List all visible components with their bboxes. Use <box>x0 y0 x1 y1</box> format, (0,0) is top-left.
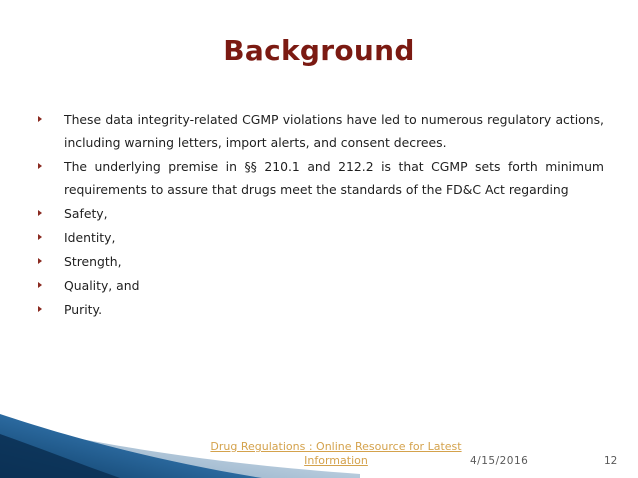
bullet-text: Purity. <box>64 302 103 317</box>
slide-title: Background <box>223 34 415 67</box>
footer-page-number: 12 <box>604 455 618 467</box>
bullet-text: The underlying premise in §§ 210.1 and 212.2 is that CGMP sets forth minimum requirements to assure that drugs meet the standards of the FD&C Act regarding <box>64 159 604 197</box>
bullet-text: Identity, <box>64 230 116 245</box>
bullet-arrow-icon <box>38 258 42 264</box>
bullet-item <box>38 274 604 297</box>
bullet-arrow-icon <box>38 210 42 216</box>
bullet-item <box>38 155 604 201</box>
footer-link[interactable]: Drug Regulations : Online Resource for Latest Information <box>210 440 462 467</box>
bullet-arrow-icon <box>38 116 42 122</box>
bullet-item <box>38 226 604 249</box>
bullet-arrow-icon <box>38 282 42 288</box>
bullet-list <box>38 108 604 322</box>
bullet-text: Strength, <box>64 254 122 269</box>
bullet-arrow-icon <box>38 234 42 240</box>
bullet-text: Quality, and <box>64 278 140 293</box>
bullet-text: Safety, <box>64 206 108 221</box>
bullet-item <box>38 298 604 321</box>
bullet-item <box>38 202 604 225</box>
bullet-arrow-icon <box>38 306 42 312</box>
bullet-arrow-icon <box>38 163 42 169</box>
bullet-item <box>38 250 604 273</box>
footer-date: 4/15/2016 <box>470 455 529 467</box>
bullet-item <box>38 108 604 154</box>
bullet-text: These data integrity-related CGMP violations have led to numerous regulatory actions, including warning letters, import alerts, and consent decrees. <box>64 112 604 150</box>
